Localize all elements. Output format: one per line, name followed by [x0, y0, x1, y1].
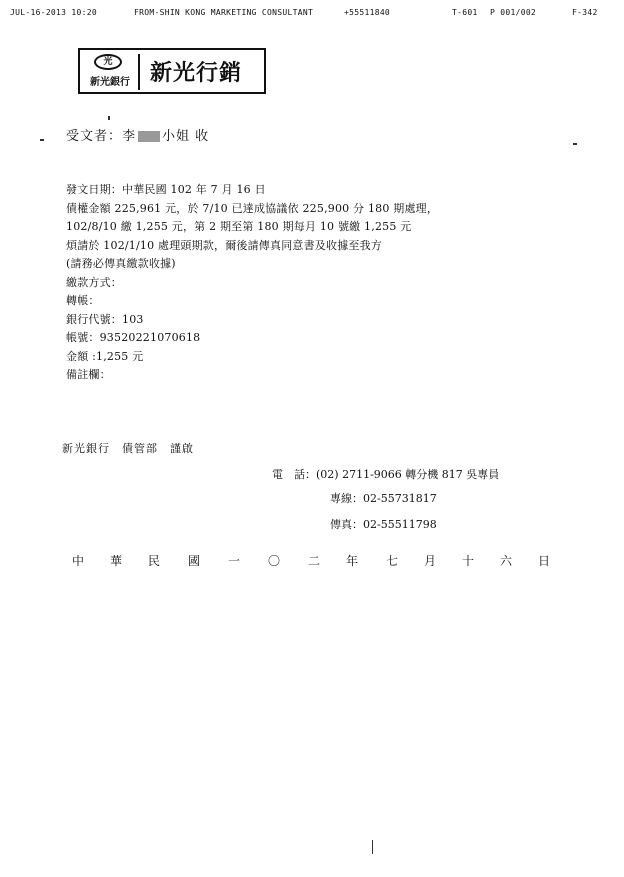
recipient-line — [66, 125, 209, 144]
payment-method-label: 繳款方式： — [66, 275, 122, 289]
recipient-label: 受文者：李 — [66, 129, 137, 144]
logo-title: 新光行銷 — [150, 61, 243, 86]
emblem-icon: 光 — [94, 54, 122, 70]
redaction-mark — [138, 131, 160, 142]
logo-divider — [138, 54, 140, 90]
date-char: 六 — [500, 554, 513, 568]
payment-amount: 金額 :1,255 元 — [66, 349, 144, 363]
date-char: 七 — [386, 554, 399, 568]
contact-fax: 傳真：02-55511798 — [330, 518, 437, 531]
letter-body — [66, 181, 438, 385]
recipient-suffix: 小姐 收 — [162, 129, 210, 144]
company-logo — [78, 48, 266, 94]
fax-receipt-note: (請務必傳真繳款收據) — [66, 257, 176, 270]
date-char: 月 — [424, 554, 437, 568]
scan-mark — [372, 840, 373, 854]
issue-date-line: 發文日期：中華民國 102 年 7 月 16 日 — [66, 183, 266, 196]
date-char: 一 — [228, 554, 241, 568]
contact-phone: 電 話：(02) 2711-9066 轉分機 817 吳專員 — [272, 468, 500, 481]
installment-line: 102/8/10 繳 1,255 元，第 2 期至第 180 期每月 10 號繳 1,255 元 — [66, 220, 412, 233]
emblem-bank-name: 新光銀行 — [90, 77, 130, 88]
fax-sender: FROM-SHIN KONG MARKETING CONSULTANT — [134, 8, 314, 17]
bank-code: 銀行代號：103 — [66, 312, 144, 326]
fax-terminal: T-601 — [452, 8, 478, 17]
fax-header — [0, 8, 624, 22]
date-char: 〇 — [268, 554, 281, 568]
debt-amount-line: 債權金額 225,961 元，於 7/10 已達成協議依 225,900 分 180 期處理， — [66, 201, 439, 215]
date-char: 二 — [308, 554, 321, 568]
scan-mark — [108, 116, 110, 120]
contact-direct-line: 專線：02-55731817 — [330, 492, 437, 505]
signature-line: 新光銀行 債管部 謹啟 — [62, 442, 194, 455]
date-footer — [72, 552, 552, 568]
first-payment-line: 煩請於 102/1/10 處理頭期款，爾後請傳真同意書及收據至我方 — [66, 238, 382, 252]
date-char: 國 — [188, 554, 201, 568]
fax-phone: +55511840 — [344, 8, 391, 17]
fax-pages: P 001/002 — [490, 8, 537, 17]
date-char: 日 — [538, 554, 551, 568]
bank-emblem — [88, 54, 130, 92]
scan-mark — [573, 143, 577, 145]
date-char: 華 — [110, 554, 123, 568]
transfer-label: 轉帳： — [66, 294, 100, 307]
date-char: 民 — [148, 554, 161, 568]
date-char: 十 — [462, 554, 475, 568]
fax-code: F-342 — [572, 8, 598, 17]
fax-timestamp: JUL-16-2013 10:20 — [10, 8, 97, 17]
account-number: 帳號：93520221070618 — [66, 331, 201, 344]
scan-mark — [40, 139, 44, 141]
remarks-label: 備註欄： — [66, 368, 111, 381]
date-char: 中 — [72, 554, 85, 568]
date-char: 年 — [346, 554, 359, 568]
